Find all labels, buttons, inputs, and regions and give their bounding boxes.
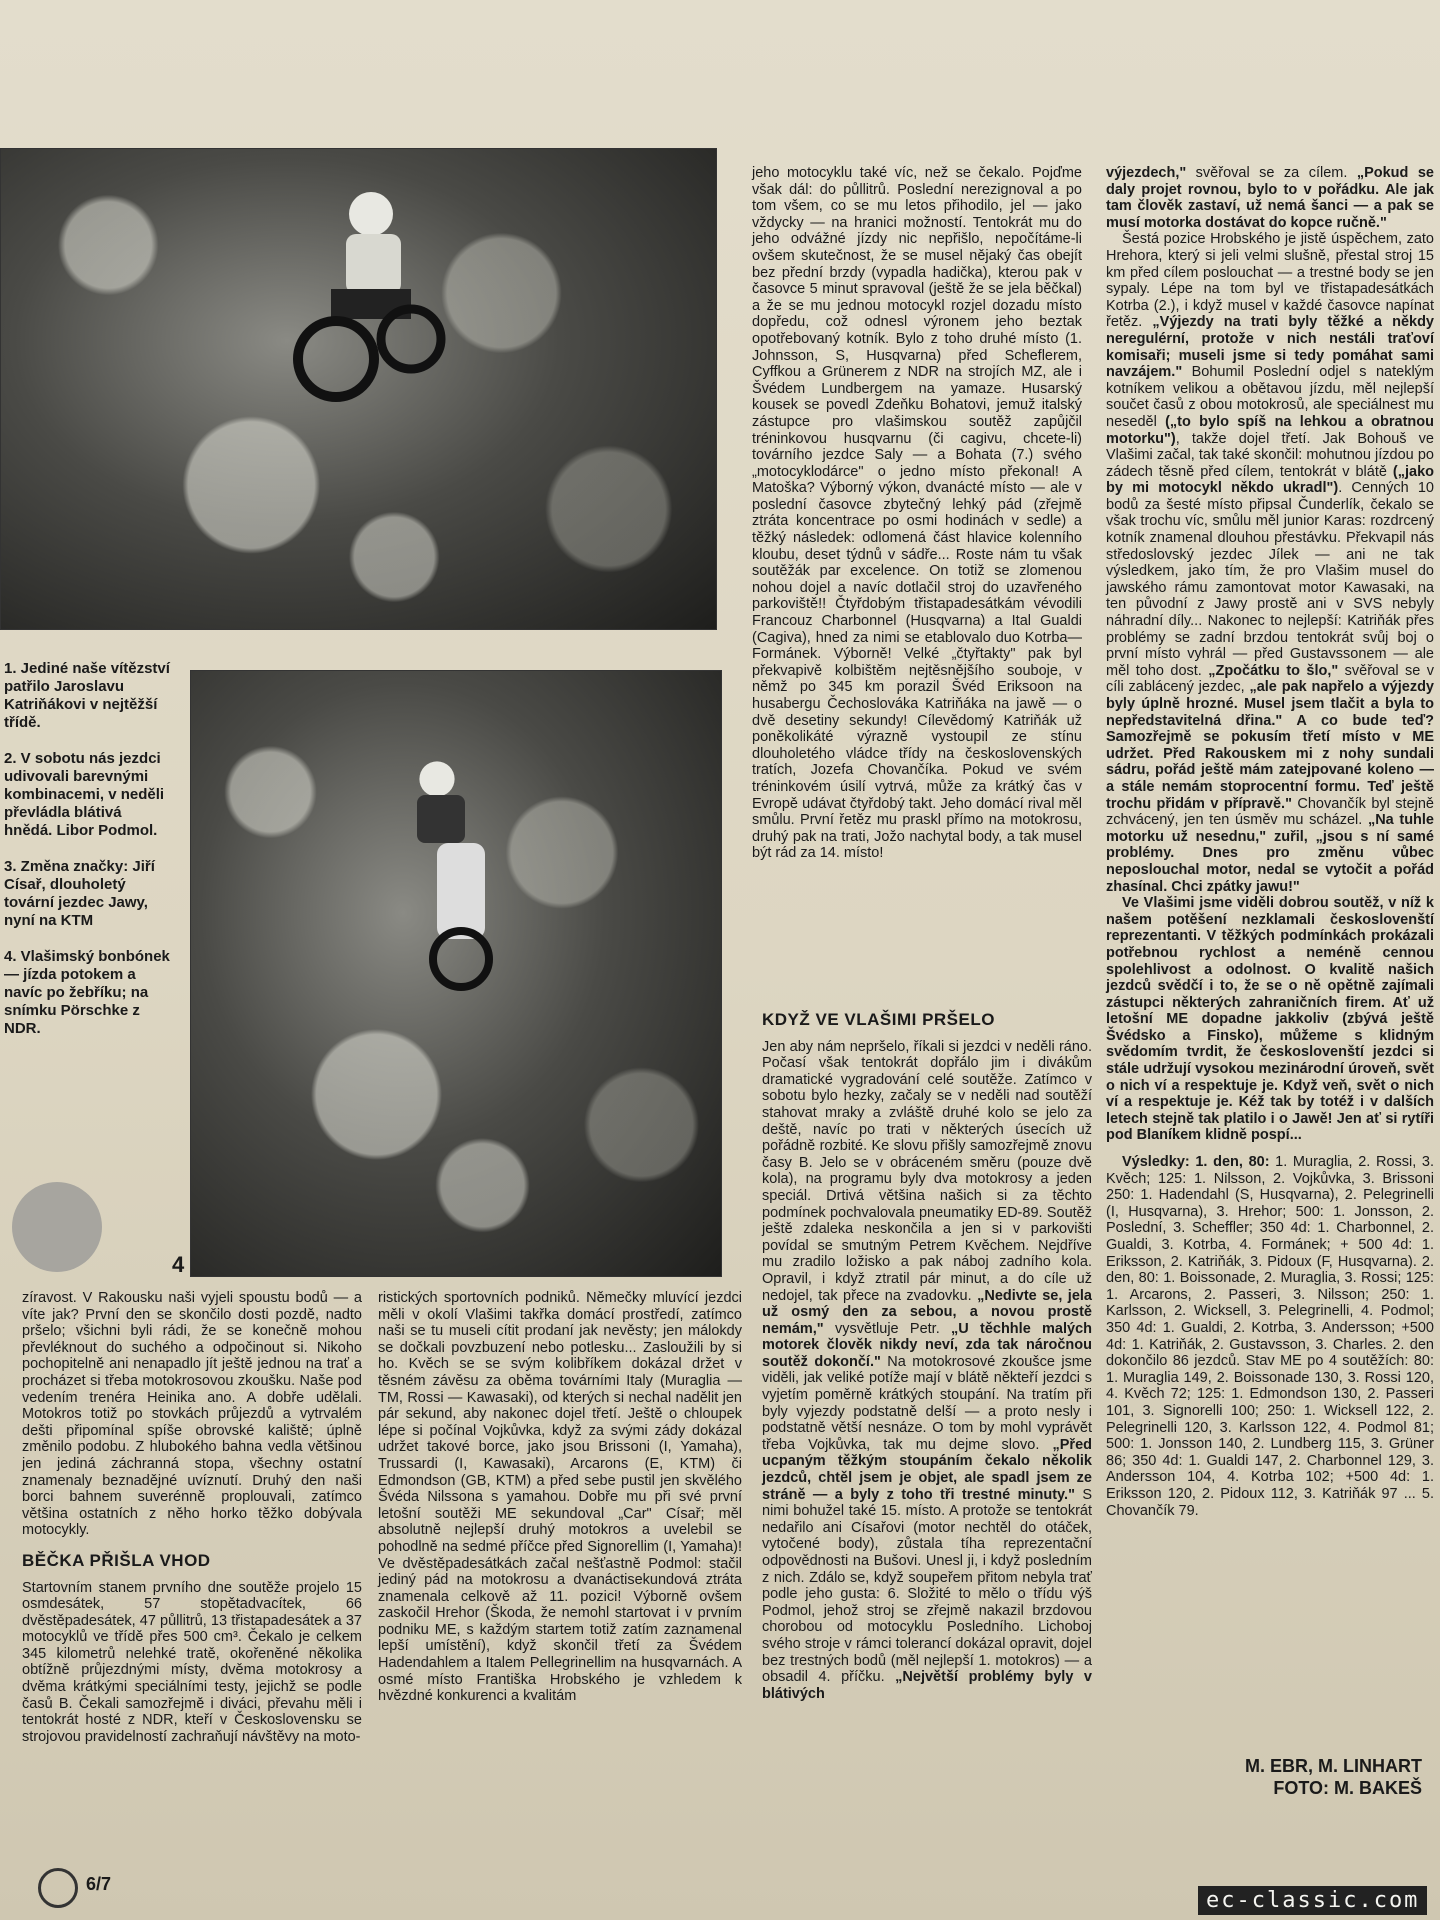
page-number: 6/7 <box>86 1874 112 1894</box>
text: vysvětluje Petr. <box>823 1320 951 1337</box>
text: Ve Vlašimi jsme viděli dobrou soutěž, v níž k našem potěšení nezklamali českoslovenští reprezentanti. V těžkých podmínkách prokázali potřebnou rychlost a neméně cennou spolehlivost a odolnost. O kvalitě našich jezdců svědčí i to, že se o ně opětně zajímali zástupci některých zahraničních firem. Ať už letošní ME dopadne jakkoliv (zbývá ještě Švédsko a Finsko), můžeme s klidným svědomím tvrdit, že českoslovenští jezdci si stále udržují vysokou mezinárodní úroveň, svět o nich ví a respektuje je. Když veň, svět o nich ví a respektuje je. Kéž tak by totéž i v dalších letech stejně tak platilo i o Jawě! Jen ať si rytíři pod Blaníkem klidně pospí... <box>1106 895 1434 1144</box>
paragraph: Startovním stanem prvního dne soutěže projelo 15 osmdesátek, 57 stopětadvacítek, 66 dvěstěpadesátek, 47 půllitrů, 13 třistapadesátek a 37 motocyklů ve třídě přes 500 cm³. Čekalo je celkem 345 kilometrů nelehké tratě, okořeněné několika obtížně průjezdnými místy, dvěma motokrosy a dvěma krátkými speciálními testy, jejichž se podle časů B. Čekali samozřejmě i diváci, převahu měli i tentokrát hosté z NDR, kteří v Československu se strojovou pravidelností zachraňují návštěvy na moto- <box>22 1579 362 1745</box>
paragraph <box>1106 231 1434 895</box>
quote: („to bylo spíš na lehkou a obratnou motorku") <box>1106 413 1434 447</box>
text: , takže dojel třetí. Jak Bohouš ve Vlašimi začal, tak také skončil: mohutnou jízdou po zádech těsně před cílem, tentokrát v blátě <box>1106 430 1434 480</box>
results-label: Výsledky: 1. den, 80: <box>1122 1154 1270 1171</box>
quote: „Před ucpaným těžkým stoupáním čekalo několik jezdců, chtěl jsem je objet, ale spadl jsem ze stráně — a byly z toho tři trestné minuty." <box>762 1436 1092 1503</box>
quote: „ale pak napřelo a výjezdy byly úplně hrozné. Musel jsem tlačit a byla to nepředstavitelná dřina." A co bude teď? Samozřejmě se pokusím třetí místo v ME udržet. Před Rakouskem mi z nohy sundali sádru, pořád ještě mám zatejpované koleno — a stále nemám stoprocentní formu. Teď ještě trochu přidám v přípravě." <box>1106 679 1434 812</box>
photo-rider-ladder <box>190 670 722 1277</box>
motorcycle-rider-icon <box>381 741 541 1001</box>
paragraph-conclusion <box>1106 895 1434 1144</box>
text: S nimi bohužel také 15. místo. A protože se tentokrát nedařilo ani Císařovi (motor nechtěl do otáček, vytočené body), zůstala tíha reprezentační odpovědnosti na Bušovi. Unesl ji, i když posledním z nich. Zdálo se, když soupeřem přitom nebyla trať podle jeho gusta: 6. Složité to mělo o třídu výš Podmol, jehož stroj se zřejmě nakazil brzdovou chorobou od motocyklu Posledního. Lichoboj svého stroje v rámci tolerancí dokázal opravit, dojel bez trestných bodů (měl nejlepší 1. motokros) — a obsadil 4. příčku. <box>762 1486 1092 1686</box>
photo-captions <box>4 660 174 1056</box>
paragraph: jeho motocyklu také víc, než se čekalo. Pojďme však dál: do půllitrů. Poslední nerezignoval a po tom všem, co se mu letos přihodilo, jel — jako vždycky — na hranici možností. Tentokrát mu do jeho odvážné jízdy nic nepřišlo, nepočítáme-li ovšem skutečnost, že se musel nějaký čas obejít bez přední brzdy (vypadla hadička), kterou pak v časovce 5 minut spravoval (ještě že se jela běčkal) a že se mu jednou motocykl rozjel dozadu místo dopředu, což odnesl výronem jeho beztak opotřebovaný kotník. Bylo z toho druhé místo (1. Johnsson, S, Husqvarna) před Scheflerem, Cyffkou a Grünerem z NDR na strojích MZ, ale i Švédem Lundbergem na yamaze. Husarský kousek se povedl Zdeňku Bohatovi, jemuž italský zástupce pro vlašimskou soutěž zapůjčil tréninkovou husqvarnu (či cagivu, chcete-li) továrního jezdce Saly — a Bohata (7.) svého „motocyklodárce" o jedno místo překonal! A Matoška? Výborný výkon, dvanácté místo — ale v poslední časovce zbytečný lehký pád (zřejmě ztráta koncentrace po osmi hodinách v sedle) a těžký následek: odlomená část hlavice kolenního kloubu, deset týdnů v sádře... Roste nám tu však soutěžák par excelence. On totiž se zlomenou nohou dojel a navíc dotlačil stroj do uzavřeného parkoviště!! Čtyřdobým třistapadesátkám vévodili Francouz Charbonnel (Husqvarna) a Ital Gualdi (Cagiva), hned za nimi se etablovalo duo Kotrba—Formánek. Výborně! Velké „čtyřtakty" pak byl překvapivě kolbištěm nejtěsnějšího souboje, v němž po 345 km porazil Švéd Eriksoon na husabergu Čechoslováka Katriňáka na jawě — o dvě desetiny sekundy! Cílevědomý Katriňák už poněkolikáté výrazně vystoupil ze stínu dlouholetého vládce třídy na československých tratích, Jozefa Chovančíka. Pokud ve svém tréninkovém úsilí vytrvá, může za krátký čas v Evropě udávat čtyřdobý takt. Jeho domácí rival měl smůlu. První řetěz mu praskl přímo na motokrosu, druhý pak na trati, Jožo nachytal body, a tak musel být rád za 14. místo! <box>752 165 1082 862</box>
caption-3: 3. Změna značky: Jiří Císař, dlouholetý tovární jezdec Jawy, nyní na KTM <box>4 858 155 929</box>
results <box>1106 1154 1434 1519</box>
text: Jen aby nám nepršelo, říkali si jezdci v neděli ráno. Počasí však tentokrát dopřálo jim i divákům dramatické vygradování celé soutěže. Zatímco v sobotu bylo hezky, začaly se v neděli nad soutěží stahovat mraky a zvláště druhé kolo se jelo za deště, navíc po trati v některých úsecích už pořádně rozbité. Ke slovu přišly samozřejmě znovu časy B. Jelo se v obráceném směru (pouze dvě kola), na programu byly dva motokrosy a jeden speciál. Drtivá většina našich si za těchto podmínek pochvalovala pneumatiky ED-89. Soutěž ještě zdaleka neskončila a jen si v parkovišti povídal se smutným Petrem Kvěchem. Nejdříve mu zradilo ložisko a pak náboj zadního kola. Opravil, i když ztratil pár minut, a do cíle už nedojel, tak přece na zvadovku. <box>762 1038 1092 1304</box>
quote: „Výjezdy na trati byly těžké a někdy neregulérní, protože v nich nestáli traťoví komisaři; museli jsme si tedy pomáhat sami navzájem." <box>1106 314 1435 381</box>
quote: výjezdech," <box>1106 165 1187 181</box>
article-column-right2 <box>1106 165 1434 1519</box>
results-text: 1. Muraglia, 2. Rossi, 3. Kvěch; 125: 1. Nilsson, 2. Vojkůvka, 3. Brissoni 250: 1. Hadendahl (S, Husqvarna), 2. Pelegrinelli (I, Husqvarna), 3. Hrehor; 500: 1. Jonsson, 2. Poslední, 3. Scheffler; 350 4d: 1. Charbonnel, 2. Gualdi, 3. Kotrba, 4. Formánek; + 500 4d: 1. Eriksson, 2. Katriňák, 3. Pidoux (F, Husqvarna). 2. den, 80: 1. Boissonade, 2. Muraglia, 3. Rossi; 125: 1. Arcarons, 2. Passeri, 3. Nilsson; 250: 1. Karlsson, 2. Wicksell, 3. Pelegrinelli, 4. Podmol; 350 4d: 1. Gualdi, 2. Kotrba, 3. Andersson; +500 4d: 1. Katriňák, 2. Gustavsson, 3. Charles. 2. den dokončilo 86 jezdců. Stav ME po 4 soutěžích: 80: 1. Muraglia 149, 2. Boissonade 130, 3. Rossi 120, 4. Kvěch 72; 125: 1. Edmondson 130, 2. Passeri 101, 3. Signorelli 100; 250: 1. Wicksell 122, 2. Pelegrinelli 120, 3. Karlsson 122, 4. Podmol 81; 500: 1. Jonsson 140, 2. Lundberg 115, 3. Grüner 86; 350 4d: 1. Gualdi 147, 2. Charbonnel 129, 3. Andersson 104, 4. Kotrba 102; +500 4d: 1. Eriksson 120, 2. Pidoux 112, 3. Katriňák 97 ... 5. Chovančík 79. <box>1106 1154 1434 1519</box>
caption-2: 2. V sobotu nás jezdci udivovali barevnými kombinacemi, v neděli převládla blátivá hnědá. Libor Podmol. <box>4 750 165 839</box>
paragraph: ristických sportovních podniků. Němečky mluvící jezdci měli v okolí Vlašimi takřka domácí prostředí, zatímco naši se tu museli cítit prodaní jak nevěsty; jen málokdy se dočkali povzbuzení nebo potlesku... Zasloužili by si ho. Kvěch se se svým kolibříkem dokázal držet v těsném závěsu za oběma továrními Italy (Muraglia — TM, Rossi — Kawasaki), od kterých si nechal nadělit jen pár sekund, aby nakonec dojel třetí. Ještě o chloupek lépe si počínal Vojkůvka, když za svými zády dokázal udržet takové borce, jako jsou Brissoni (I, Yamaha), Trussardi (I, Kawasaki), Arcarons (E, KTM) či Edmondson (GB, KTM) a před sebe pustil jen skvělého Švéda Nilssona s yamahou. Dobře mu při své první letošní soutěži ME sekundoval „Car" Císař; měl absolutně nejlepší druhý motokros a uvelebil se pohodlně na sedmé příčce před Signorellim (I, Yamaha)! Ve dvěstěpadesátkách začal nešťastně Podmol: stačil jediný pád na motokrosu a dvanáctisekundová ztráta znamenala celkově až 11. pozici! Výborně ovšem zaskočil Hrehor (Škoda, že nemohl startovat i v prvním podniku ME, s každým startem totiž zatím zaznamenal lepší umístění), když skončil třetí za Švédem Hadendahlem a Italem Pellegrinellim na husqvarnách. A osmé místo Františka Hrobského je vzhledem k hvězdné konkurenci a kvalitám <box>378 1290 742 1705</box>
photo-credit: FOTO: M. BAKEŠ <box>1273 1778 1422 1798</box>
section-heading: KDYŽ VE VLAŠIMI PRŠELO <box>762 1010 995 1029</box>
quote: „Nedivte se, jela už osmý den za sebou, a novou prostě nemám," <box>762 1287 1092 1337</box>
quote: „Na tuhle motorku už nesednu," zuřil, „jsou s ní samé problémy. Dnes pro změnu vůbec neposlouchal motor, nedal se vytočit a pořád zhasínal. Chci zpátky jawu!" <box>1106 812 1434 895</box>
text: Šestá pozice Hrobského je jistě úspěchem, zato Hrehora, který si jeli velmi slušně, přestal stroj 15 km před cílem poslouchat — a trestné body se jen sypaly. Lépe na tom byl ve třistapadesátkách Kotrba (2.), i když musel v každé časovce napínat řetěz. <box>1106 231 1434 331</box>
photo-rider-stream <box>0 148 717 630</box>
paragraph <box>762 1039 1092 1703</box>
quote: „Zpočátku to šlo," <box>1208 662 1339 679</box>
authors: M. EBR, M. LINHART <box>1245 1756 1422 1776</box>
paragraph <box>1106 165 1434 231</box>
motorcycle-rider-icon <box>271 179 471 419</box>
article-column-right1-top <box>752 165 1082 862</box>
text: Bohumil Poslední odjel s nateklým kotníkem velikou a obětavou jízdu, měl nejlepší součet časů z obou motokrosů, ale speciálnest mu neseděl <box>1106 364 1434 430</box>
text: Chovančík byl stejně zchvácený, jen ten úsměv mu scházel. <box>1106 795 1434 829</box>
section-heading: BĚČKA PŘIŠLA VHOD <box>22 1550 211 1570</box>
caption-4: 4. Vlašimský bonbónek — jízda potokem a navíc po žebříku; na snímku Pörschke z NDR. <box>4 948 170 1037</box>
text: Na motokrosové zkoušce jsme viděli, jak veliké potíže mají v blátě někteří jezdci s vyjetím poměrně krátkých stoupání. Na tratím při byly vyjezdy podstatně delší — a proto nesly i podstatně větší nesnáze. O tom by mohl vyprávět třeba Vojkůvka, tak mu dejme slovo. <box>762 1353 1092 1453</box>
credits <box>1150 1755 1422 1799</box>
gray-circle-decoration <box>12 1182 102 1272</box>
watermark: ec-classic.com <box>1198 1886 1427 1915</box>
article-column-left <box>22 1290 362 1745</box>
caption-1: 1. Jediné naše vítězství patřilo Jaroslavu Katriňákovi v nejtěžší třídě. <box>4 660 170 731</box>
article-column-middle <box>378 1290 742 1705</box>
quote: „Pokud se daly projet rovnou, bylo to v pořádku. Ale jak tam člověk zastaví, už nemá šanci — a pak se musí motorka dostávat do kopce ručně." <box>1106 165 1434 231</box>
quote: „U těchhle malých motorek člověk nikdy neví, zda tak náročnou soutěž dokončí." <box>762 1320 1093 1370</box>
magazine-logo-icon <box>38 1868 78 1908</box>
text: svěřoval se v cíli zablácený jezdec, <box>1106 662 1434 696</box>
quote: „Největší problémy byly v blátivých <box>762 1669 1092 1702</box>
paragraph: zíravost. V Rakousku naši vyjeli spoustu bodů — a víte jak? První den se skončilo dosti pozdě, nadto pršelo; všichni byli rádi, že se konečně mohou převléknout do suchého a odpočinout si. Nikoho pochopitelně ani nenapadlo jít ještě jednou na trať a procházet si třeba motokrosovou zkoušku. Naše pod vedením trenéra Heinika ano. A dobře udělali. Motokros totiž po stovkách průjezdů a vytrvalém dešti připomínal spíše obrovské kaliště; úplně změnilo podobu. Z hlubokého bahna vedla většinou jen jediná záchranná stopa, všechny ostatní znamenaly beznadějné uvíznutí. Druhý den naši borci bahnem suverénně proplouvali, zatímco většina ostatních z něho horko těžko dobývala motocykly. <box>22 1290 362 1539</box>
article-column-right1-bottom <box>762 998 1092 1702</box>
text: . Cenných 10 bodů za šesté místo připsal Čunderlík, čekalo se však trochu víc, smůlu měl junior Karas: rozdrcený kotník znamenal dlouhou přestávku. Překvapil nás středoslovský jezdec Jílek — ani ne tak výsledkem, jako tím, že pro Vlašim musel do jawského rámu zamontovat motor Kawasaki, na ten původní z Jawy prostě ani v SVS nebyly náhradní díly... Nakonec to nejlepší: Katriňák přes problémy se zadní brzdou tentokrát svůj boj o první místo vyhrál — před Gustavssonem — ale měl toho dost. <box>1106 480 1434 679</box>
text: svěřoval se za cílem. <box>1186 165 1357 181</box>
photo-number: 4 <box>172 1252 185 1277</box>
quote: („jako by mi motocykl někdo ukradl") <box>1106 463 1434 497</box>
